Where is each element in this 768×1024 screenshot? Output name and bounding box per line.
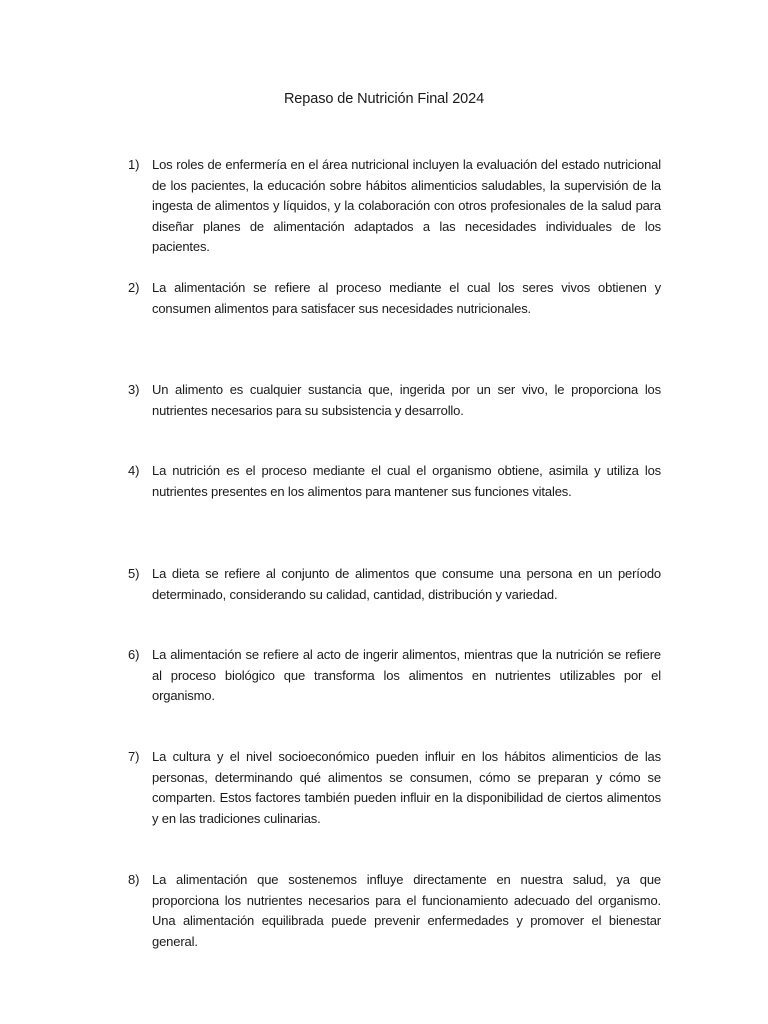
- item-number: 7): [128, 749, 140, 764]
- item-text: La cultura y el nivel socioeconómico pueden influir en los hábitos alimenticios de las personas, determinando qué alimentos se consumen, cómo se preparan y cómo se comparten. Estos factores también pueden influir en la disponibilidad de ciertos alimentos y en las tradiciones culinarias.: [152, 749, 661, 826]
- list-item: [128, 380, 661, 421]
- item-number: 3): [128, 382, 140, 397]
- list-item: [128, 155, 661, 258]
- list-item: [128, 747, 661, 829]
- list-item: [128, 870, 661, 952]
- list-item: [128, 645, 661, 707]
- item-text: La alimentación que sostenemos influye directamente en nuestra salud, ya que proporciona los nutrientes necesarios para el funcionamiento adecuado del organismo. Una alimentación equilibrada puede prevenir enfermedades y promover el bienestar general.: [152, 872, 661, 949]
- item-number: 1): [128, 157, 140, 172]
- item-number: 2): [128, 280, 140, 295]
- list-item: [128, 278, 661, 319]
- item-number: 8): [128, 872, 140, 887]
- item-text: La nutrición es el proceso mediante el cual el organismo obtiene, asimila y utiliza los nutrientes presentes en los alimentos para mantener sus funciones vitales.: [152, 463, 661, 499]
- item-text: Los roles de enfermería en el área nutricional incluyen la evaluación del estado nutricional de los pacientes, la educación sobre hábitos alimenticios saludables, la supervisión de la ingesta de alimentos y líquidos, y la colaboración con otros profesionales de la salud para diseñar planes de alimentación adaptados a las necesidades individuales de los pacientes.: [152, 157, 661, 254]
- item-number: 6): [128, 647, 140, 662]
- item-number: 4): [128, 463, 140, 478]
- list-item: [128, 564, 661, 605]
- item-text: La alimentación se refiere al acto de ingerir alimentos, mientras que la nutrición se refiere al proceso biológico que transforma los alimentos en nutrientes utilizables por el organismo.: [152, 647, 661, 703]
- document-title: Repaso de Nutrición Final 2024: [283, 91, 485, 107]
- item-text: La alimentación se refiere al proceso mediante el cual los seres vivos obtienen y consumen alimentos para satisfacer sus necesidades nutricionales.: [152, 280, 661, 316]
- list-item: [128, 461, 661, 502]
- item-text: La dieta se refiere al conjunto de alimentos que consume una persona en un período determinado, considerando su calidad, cantidad, distribución y variedad.: [152, 566, 661, 602]
- item-number: 5): [128, 566, 140, 581]
- item-text: Un alimento es cualquier sustancia que, ingerida por un ser vivo, le proporciona los nutrientes necesarios para su subsistencia y desarrollo.: [152, 382, 661, 418]
